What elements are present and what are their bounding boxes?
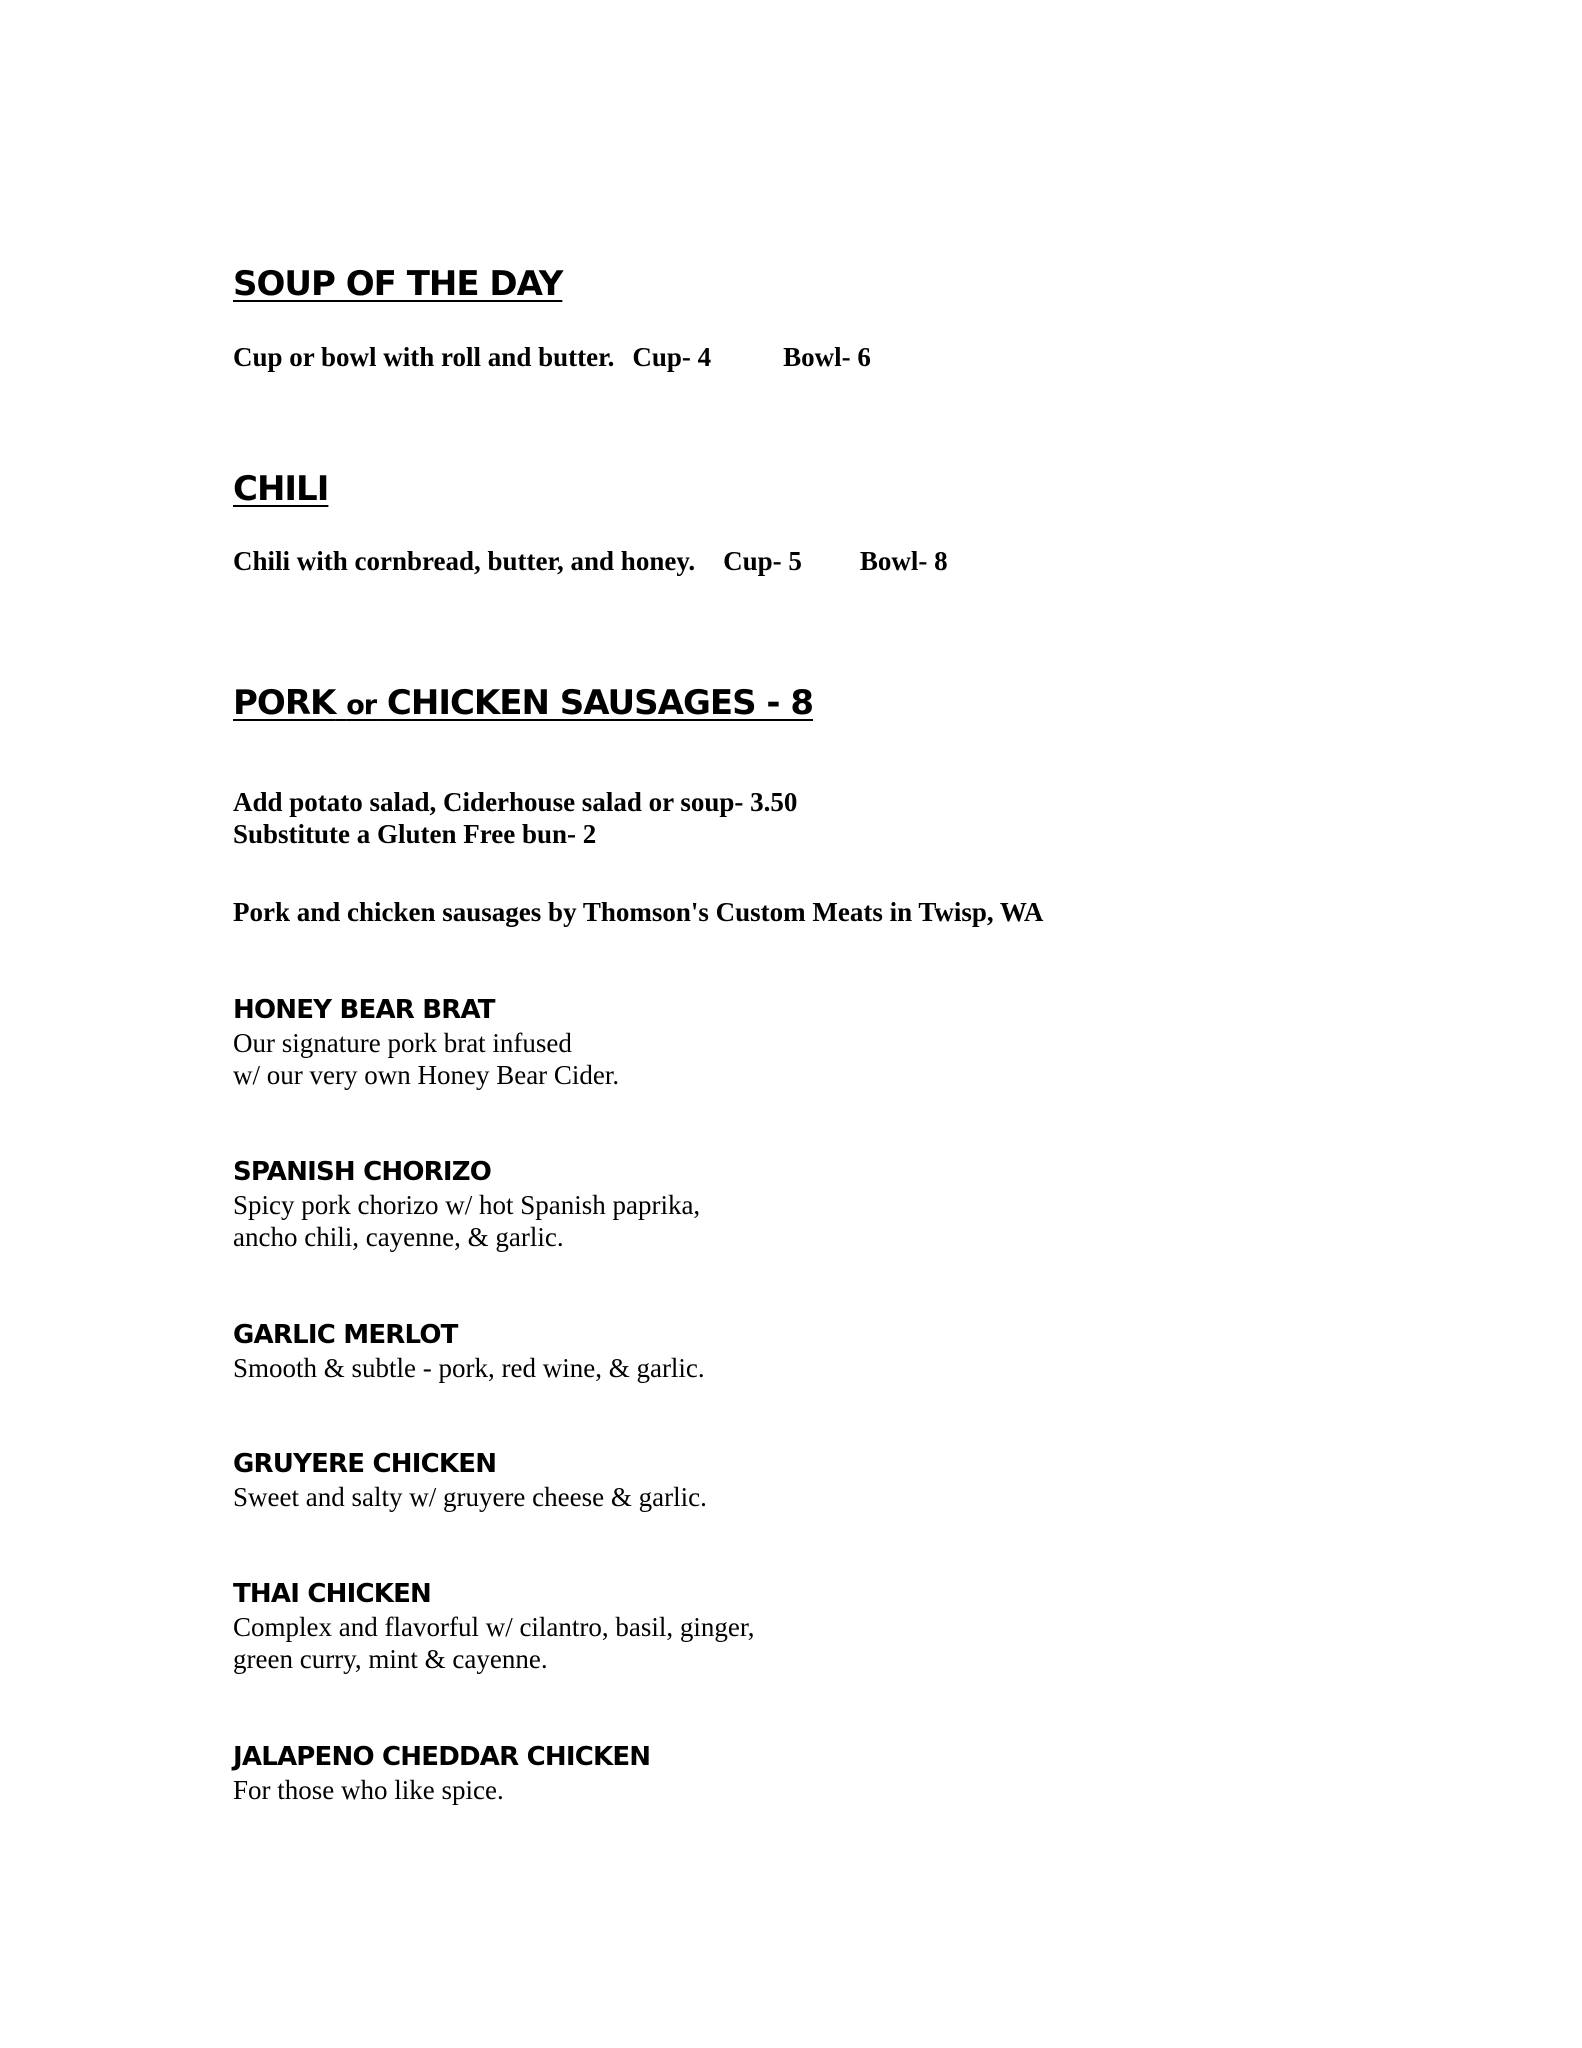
soup-heading: SOUP OF THE DAY [233,264,563,304]
item-desc-thai-chicken-2: green curry, mint & cayenne. [233,1644,548,1674]
item-desc-garlic-merlot-1: Smooth & subtle - pork, red wine, & garlic. [233,1353,705,1383]
item-desc-jalapeno-cheddar-chicken-1: For those who like spice. [233,1775,504,1805]
chili-heading: CHILI [233,469,329,509]
chili-description-line [233,545,948,578]
chili-description: Chili with cornbread, butter, and honey. [233,546,696,576]
sausages-heading-or: or [346,690,377,721]
sausages-heading-pork: PORK [233,683,336,723]
sausages-source-note: Pork and chicken sausages by Thomson's Custom Meats in Twisp, WA [233,897,1044,927]
item-desc-thai-chicken-1: Complex and flavorful w/ cilantro, basil, ginger, [233,1612,755,1642]
sausages-heading [233,683,813,726]
chili-bowl-price: Bowl- 8 [859,546,948,576]
sausages-addon-1: Add potato salad, Ciderhouse salad or soup- 3.50 [233,787,798,817]
item-name-honey-bear-brat: HONEY BEAR BRAT [233,995,495,1025]
item-desc-spanish-chorizo-2: ancho chili, cayenne, & garlic. [233,1222,564,1252]
item-name-thai-chicken: THAI CHICKEN [233,1579,432,1609]
soup-description: Cup or bowl with roll and butter. [233,342,615,372]
item-desc-honey-bear-brat-1: Our signature pork brat infused [233,1028,572,1058]
sausages-addon-2: Substitute a Gluten Free bun- 2 [233,819,597,849]
sausages-heading-rest: CHICKEN SAUSAGES - 8 [386,683,814,723]
soup-bowl-price: Bowl- 6 [783,342,871,372]
item-desc-gruyere-chicken-1: Sweet and salty w/ gruyere cheese & garlic. [233,1482,707,1512]
soup-cup-price: Cup- 4 [632,342,712,372]
item-desc-honey-bear-brat-2: w/ our very own Honey Bear Cider. [233,1060,620,1090]
item-name-jalapeno-cheddar-chicken: JALAPENO CHEDDAR CHICKEN [233,1742,651,1772]
item-desc-spanish-chorizo-1: Spicy pork chorizo w/ hot Spanish paprika, [233,1190,701,1220]
item-name-gruyere-chicken: GRUYERE CHICKEN [233,1449,497,1479]
chili-cup-price: Cup- 5 [723,546,802,576]
item-name-garlic-merlot: GARLIC MERLOT [233,1320,458,1350]
item-name-spanish-chorizo: SPANISH CHORIZO [233,1157,492,1187]
soup-description-line [233,341,871,374]
